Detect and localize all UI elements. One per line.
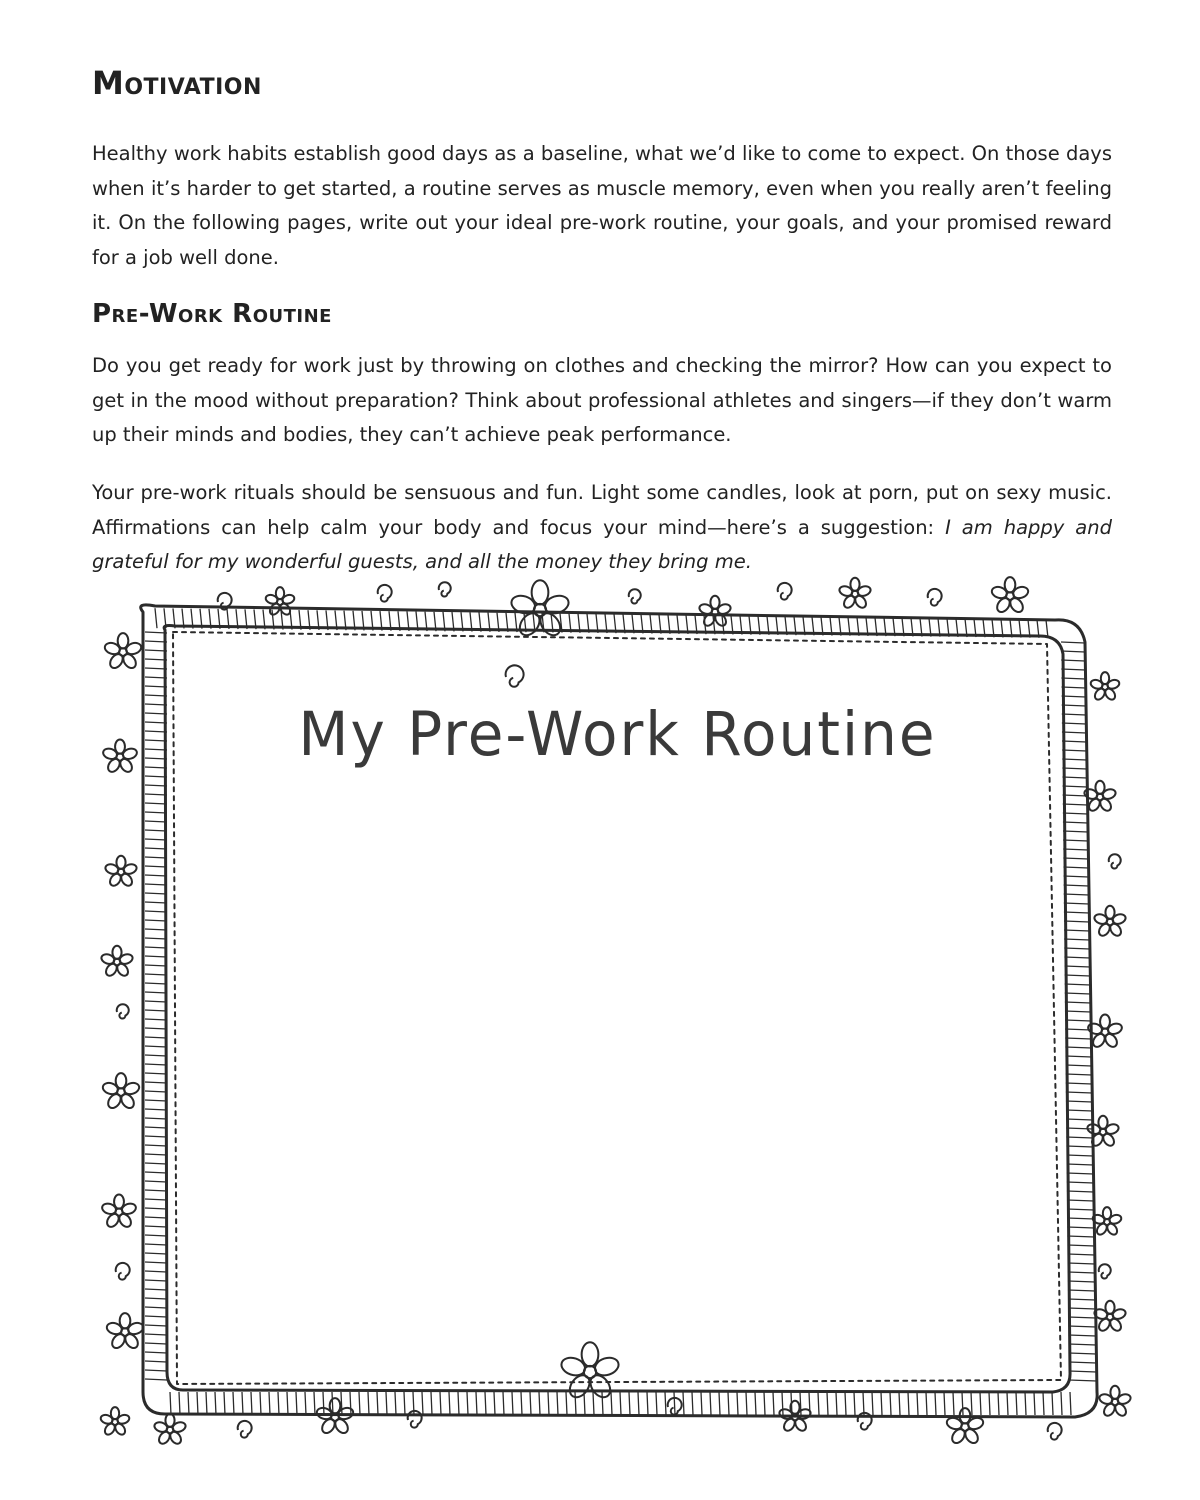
hatch-mark xyxy=(359,1392,360,1415)
hatch-mark xyxy=(926,1392,927,1415)
curl-icon xyxy=(238,1421,252,1438)
flower-icon xyxy=(104,856,138,888)
hatch-mark xyxy=(145,1289,167,1290)
hatch-mark xyxy=(145,974,167,975)
hatch-mark xyxy=(1064,894,1089,895)
hatch-mark xyxy=(145,1208,167,1209)
hatch-mark xyxy=(1066,1119,1093,1120)
curl-icon xyxy=(439,582,451,596)
hatch-mark xyxy=(1064,876,1089,877)
hatch-mark xyxy=(593,1392,594,1415)
hatch-mark xyxy=(1066,1083,1092,1084)
hatch-mark xyxy=(485,1392,486,1415)
hatch-mark xyxy=(854,1392,855,1415)
hatch-mark xyxy=(980,1392,981,1415)
hatch-mark xyxy=(1063,849,1088,850)
hatch-mark xyxy=(845,1392,846,1415)
pre-work-paragraph-2 xyxy=(92,476,1112,580)
hatch-mark xyxy=(998,1392,999,1415)
hatch-mark xyxy=(145,866,167,867)
hatch-mark xyxy=(566,1392,567,1415)
hatch-mark xyxy=(1068,1317,1096,1318)
hatch-mark xyxy=(1064,966,1090,967)
hatch-mark xyxy=(145,848,167,849)
curl-icon xyxy=(928,589,942,606)
hatch-mark xyxy=(1068,1281,1095,1282)
hatch-mark xyxy=(1061,669,1085,670)
hatch-mark xyxy=(145,1217,167,1218)
hatch-mark xyxy=(755,1392,756,1415)
hatch-mark xyxy=(1052,1392,1053,1415)
hatch-mark xyxy=(1066,1137,1093,1138)
curl-icon xyxy=(1109,854,1121,868)
hatch-mark xyxy=(145,1298,167,1299)
hatch-mark xyxy=(145,785,167,786)
hatch-mark xyxy=(1016,1392,1017,1415)
hatch-mark xyxy=(1061,687,1085,688)
hatch-mark xyxy=(145,893,167,894)
hatch-mark xyxy=(836,1392,837,1415)
hatch-mark xyxy=(145,902,167,903)
hatch-mark xyxy=(467,1392,468,1415)
hatch-mark xyxy=(145,1244,167,1245)
hatch-mark xyxy=(145,956,167,957)
hatch-mark xyxy=(953,1392,954,1415)
hatch-mark xyxy=(145,911,167,912)
hatch-mark xyxy=(197,1392,198,1415)
hatch-mark xyxy=(145,992,167,993)
hatch-mark xyxy=(395,1392,396,1415)
hatch-mark xyxy=(719,1392,720,1415)
hatch-mark xyxy=(386,1392,387,1415)
hatch-mark xyxy=(145,1037,167,1038)
hatch-mark xyxy=(917,1392,918,1415)
hatch-mark xyxy=(1063,840,1088,841)
hatch-mark xyxy=(179,1392,180,1415)
hatch-mark xyxy=(145,1127,167,1128)
hatch-mark xyxy=(989,1392,990,1415)
hatch-mark xyxy=(737,1392,738,1415)
hatch-mark xyxy=(1063,804,1088,805)
flower-icon xyxy=(698,596,732,628)
hatch-mark xyxy=(1067,1173,1094,1174)
motivation-heading: Motivation xyxy=(92,64,262,102)
hatch-mark xyxy=(145,1100,167,1101)
motivation-paragraph: Healthy work habits establish good days as a baseline, what we’d like to come to expect. On those days when it’s harder to get started, a routine serves as muscle memory, even when you really aren’t feeling it. On the following pages, write out your ideal pre-work routine, your goals, and your promised reward for a job well done. xyxy=(92,142,1112,269)
hatch-mark xyxy=(1063,822,1088,823)
hatch-mark xyxy=(1062,696,1086,697)
hatch-mark xyxy=(944,1392,945,1415)
hatch-mark xyxy=(145,821,167,822)
hatch-mark xyxy=(872,1392,873,1415)
hatch-mark xyxy=(1065,984,1091,985)
hatch-mark xyxy=(155,608,157,628)
curl-icon xyxy=(629,589,641,603)
hatch-mark xyxy=(449,1392,450,1415)
hatch-mark xyxy=(145,1109,167,1110)
hatch-mark xyxy=(818,1392,819,1415)
hatch-mark xyxy=(1069,1353,1097,1354)
hatch-mark xyxy=(1067,1164,1094,1165)
hatch-mark xyxy=(145,1145,167,1146)
hatch-mark xyxy=(145,776,167,777)
hatch-mark xyxy=(269,1392,270,1415)
hatch-mark xyxy=(1064,921,1089,922)
hatch-mark xyxy=(206,1392,207,1415)
hatch-mark xyxy=(647,1392,648,1415)
hatch-mark xyxy=(1064,939,1090,940)
affirmation-text: I am happy and grateful for my wonderful guests, and all the money they bring me. xyxy=(92,515,1112,573)
hatch-mark xyxy=(1068,1254,1095,1255)
hatch-mark xyxy=(1066,1065,1092,1066)
hatch-mark xyxy=(145,1316,167,1317)
curl-icon xyxy=(116,1263,130,1280)
hatch-mark xyxy=(145,1379,167,1380)
hatch-mark xyxy=(1068,1326,1096,1327)
hatch-mark xyxy=(728,1392,729,1415)
hatch-mark xyxy=(1069,1344,1097,1345)
flower-icon xyxy=(103,633,142,670)
hatch-mark xyxy=(548,1392,549,1415)
pre-work-paragraph-2-lead: Your pre-work rituals should be sensuous and fun. Light some candles, look at porn, put on sexy music. Affirmations can help calm your body and focus your mind—here’s a suggestion: xyxy=(92,481,1112,539)
hatch-mark xyxy=(341,1392,342,1415)
hatch-mark xyxy=(1068,1263,1095,1264)
hatch-mark xyxy=(1068,1290,1095,1291)
hatch-mark xyxy=(1063,858,1088,859)
flower-icon xyxy=(1090,672,1121,701)
hatch-mark xyxy=(1066,1092,1092,1093)
hatch-mark xyxy=(827,1392,828,1415)
hatch-mark xyxy=(1063,786,1088,787)
hatch-mark xyxy=(890,1392,891,1415)
hatch-mark xyxy=(1065,1020,1091,1021)
hatch-mark xyxy=(1065,993,1091,994)
hatch-mark xyxy=(1063,867,1088,868)
hatch-mark xyxy=(1064,930,1090,931)
hatch-mark xyxy=(908,1392,909,1415)
hatch-mark xyxy=(145,947,167,948)
hatch-mark xyxy=(251,1392,252,1415)
hatch-mark xyxy=(674,1392,675,1415)
curl-icon xyxy=(1048,1423,1062,1440)
hatch-mark xyxy=(656,1392,657,1415)
hatch-mark xyxy=(145,1280,167,1281)
hatch-mark xyxy=(145,812,167,813)
hatch-mark xyxy=(575,1392,576,1415)
hatch-mark xyxy=(1068,1299,1096,1300)
hatch-mark xyxy=(1065,1011,1091,1012)
hatch-mark xyxy=(145,839,167,840)
hatch-mark xyxy=(1067,1155,1094,1156)
hatch-mark xyxy=(233,1392,234,1415)
hatch-mark xyxy=(145,1271,167,1272)
hatch-mark xyxy=(971,1392,972,1415)
hatch-mark xyxy=(1034,1392,1035,1415)
flower-icon xyxy=(315,1398,354,1435)
hatch-mark xyxy=(746,1392,747,1415)
hatch-mark xyxy=(260,1392,261,1415)
hatch-mark xyxy=(1066,1128,1093,1129)
hatch-mark xyxy=(1067,1245,1094,1246)
flower-icon xyxy=(990,577,1029,614)
hatch-mark xyxy=(1065,1038,1091,1039)
hatch-mark xyxy=(962,1392,963,1415)
hatch-mark xyxy=(145,1136,167,1137)
hatch-mark xyxy=(145,1199,167,1200)
hatch-mark xyxy=(145,1028,167,1029)
hatch-mark xyxy=(350,1392,351,1415)
hatch-mark xyxy=(145,1073,167,1074)
hatch-mark xyxy=(521,1392,522,1415)
hatch-mark xyxy=(620,1392,621,1415)
hatch-mark xyxy=(1062,777,1087,778)
hatch-mark xyxy=(145,1370,167,1371)
hatch-mark xyxy=(224,1392,225,1415)
hatch-mark xyxy=(512,1392,513,1415)
hatch-mark xyxy=(764,1392,765,1415)
flower-icon xyxy=(153,1414,187,1446)
hatch-mark xyxy=(145,1046,167,1047)
hatch-mark xyxy=(145,1253,167,1254)
flower-icon xyxy=(101,1194,137,1229)
hatch-mark xyxy=(323,1392,324,1415)
hatch-mark xyxy=(296,1392,297,1415)
hatch-mark xyxy=(1066,1110,1093,1111)
hatch-mark xyxy=(1007,1392,1008,1415)
routine-writing-area[interactable] xyxy=(185,792,1045,1352)
hatch-mark xyxy=(145,1190,167,1191)
hatch-mark xyxy=(1069,1362,1097,1363)
hatch-mark xyxy=(145,929,167,930)
flower-icon xyxy=(1092,1207,1123,1236)
flower-icon xyxy=(100,1407,131,1436)
hatch-mark xyxy=(145,965,167,966)
flower-icon xyxy=(1093,906,1127,938)
flower-icon xyxy=(265,587,296,616)
hatch-mark xyxy=(1067,1191,1094,1192)
hatch-mark xyxy=(701,1392,702,1415)
hatch-mark xyxy=(1068,1308,1096,1309)
pre-work-paragraph-1: Do you get ready for work just by throwing on clothes and checking the mirror? How can you expect to get in the mood without preparation? Think about professional athletes and singers—if they don’t warm up their minds and bodies, they can’t achieve peak performance. xyxy=(92,354,1112,446)
hatch-mark xyxy=(1061,651,1085,652)
hatch-mark xyxy=(368,1392,369,1415)
hatch-mark xyxy=(145,875,167,876)
hatch-mark xyxy=(1061,642,1085,643)
hatch-mark xyxy=(242,1392,243,1415)
hatch-mark xyxy=(145,1172,167,1173)
hatch-mark xyxy=(145,1019,167,1020)
flower-icon xyxy=(1098,1386,1132,1418)
hatch-mark xyxy=(1064,948,1090,949)
hatch-mark xyxy=(458,1392,459,1415)
hatch-mark xyxy=(145,1082,167,1083)
hatch-mark xyxy=(611,1392,612,1415)
hatch-mark xyxy=(1066,1146,1093,1147)
hatch-mark xyxy=(145,1361,167,1362)
hatch-mark xyxy=(1065,975,1091,976)
flower-icon xyxy=(945,1408,984,1445)
hatch-mark xyxy=(692,1392,693,1415)
hatch-mark xyxy=(1065,1029,1091,1030)
hatch-mark xyxy=(145,1055,167,1056)
hatch-mark xyxy=(773,1392,774,1415)
hatch-mark xyxy=(935,1392,936,1415)
hatch-mark xyxy=(145,1118,167,1119)
hatch-mark xyxy=(899,1392,900,1415)
hatch-mark xyxy=(629,1392,630,1415)
flower-icon xyxy=(1093,1301,1127,1333)
hatch-mark xyxy=(638,1392,639,1415)
curl-icon xyxy=(778,583,792,600)
hatch-mark xyxy=(145,1163,167,1164)
hatch-mark xyxy=(1066,1074,1092,1075)
hatch-mark xyxy=(1067,1209,1094,1210)
hatch-mark xyxy=(665,1392,666,1415)
flower-icon xyxy=(100,946,134,978)
hatch-mark xyxy=(1061,1392,1062,1415)
hatch-mark xyxy=(278,1392,279,1415)
hatch-mark xyxy=(1069,1380,1097,1381)
hatch-mark xyxy=(145,1181,167,1182)
hatch-mark xyxy=(145,1091,167,1092)
hatch-mark xyxy=(1064,912,1089,913)
hatch-mark xyxy=(145,938,167,939)
hatch-mark xyxy=(1063,813,1088,814)
hatch-mark xyxy=(602,1392,603,1415)
hatch-mark xyxy=(1067,1182,1094,1183)
hatch-mark xyxy=(1070,1392,1071,1415)
hatch-mark xyxy=(145,920,167,921)
hatch-mark xyxy=(476,1392,477,1415)
hatch-mark xyxy=(145,1307,167,1308)
hatch-mark xyxy=(1064,903,1089,904)
hatch-mark xyxy=(145,1001,167,1002)
hatch-mark xyxy=(305,1392,306,1415)
hatch-mark xyxy=(782,1392,783,1415)
hatch-mark xyxy=(1065,1002,1091,1003)
hatch-mark xyxy=(1063,831,1088,832)
hatch-mark xyxy=(314,1392,315,1415)
curl-icon xyxy=(378,585,392,602)
hatch-mark xyxy=(377,1392,378,1415)
hatch-mark xyxy=(1043,1392,1044,1415)
hatch-mark xyxy=(1061,678,1085,679)
hatch-mark xyxy=(539,1392,540,1415)
hatch-mark xyxy=(215,1392,216,1415)
hatch-mark xyxy=(1065,1047,1091,1048)
hatch-mark xyxy=(1067,1218,1094,1219)
hatch-mark xyxy=(145,1352,167,1353)
hatch-mark xyxy=(1067,1200,1094,1201)
flower-icon xyxy=(838,578,872,610)
hatch-mark xyxy=(530,1392,531,1415)
hatch-mark xyxy=(440,1392,441,1415)
hatch-mark xyxy=(145,1262,167,1263)
hatch-mark xyxy=(1025,1392,1026,1415)
worksheet-title: My Pre-Work Routine xyxy=(298,698,937,770)
hatch-mark xyxy=(145,1325,167,1326)
hatch-mark xyxy=(1066,1101,1092,1102)
hatch-mark xyxy=(145,1343,167,1344)
hatch-mark xyxy=(145,1154,167,1155)
hatch-mark xyxy=(863,1392,864,1415)
flower-icon xyxy=(105,1313,144,1350)
hatch-mark xyxy=(1068,1272,1095,1273)
hatch-mark xyxy=(145,983,167,984)
flower-icon xyxy=(101,1073,140,1110)
hatch-mark xyxy=(1064,957,1090,958)
hatch-mark xyxy=(422,1392,423,1415)
curl-icon xyxy=(506,665,524,686)
hatch-mark xyxy=(494,1392,495,1415)
hatch-mark xyxy=(404,1392,405,1415)
hatch-mark xyxy=(1064,885,1089,886)
hatch-mark xyxy=(584,1392,585,1415)
worksheet-frame xyxy=(95,572,1140,1452)
hatch-mark xyxy=(1067,1227,1094,1228)
hatch-mark xyxy=(145,830,167,831)
hatch-mark xyxy=(503,1392,504,1415)
hatch-mark xyxy=(145,1226,167,1227)
hatch-mark xyxy=(145,803,167,804)
hatch-mark xyxy=(145,1064,167,1065)
hatch-mark xyxy=(710,1392,711,1415)
pre-work-routine-heading: Pre-Work Routine xyxy=(92,299,332,329)
hatch-mark xyxy=(1069,1371,1097,1372)
hatch-mark xyxy=(145,857,167,858)
hatch-mark xyxy=(1067,1236,1094,1237)
hatch-mark xyxy=(1063,795,1088,796)
hatch-mark xyxy=(683,1392,684,1415)
hatch-mark xyxy=(287,1392,288,1415)
curl-icon xyxy=(1099,1264,1111,1278)
hatch-mark xyxy=(1068,1335,1096,1336)
hatch-mark xyxy=(145,884,167,885)
hatch-mark xyxy=(1061,660,1085,661)
hatch-mark xyxy=(170,1392,171,1415)
hatch-mark xyxy=(145,1235,167,1236)
hatch-mark xyxy=(145,1334,167,1335)
curl-icon xyxy=(117,1004,129,1018)
hatch-mark xyxy=(431,1392,432,1415)
hatch-mark xyxy=(881,1392,882,1415)
hatch-mark xyxy=(557,1392,558,1415)
hatch-mark xyxy=(188,1392,189,1415)
hatch-mark xyxy=(145,794,167,795)
hatch-mark xyxy=(145,1010,167,1011)
hatch-mark xyxy=(1065,1056,1091,1057)
